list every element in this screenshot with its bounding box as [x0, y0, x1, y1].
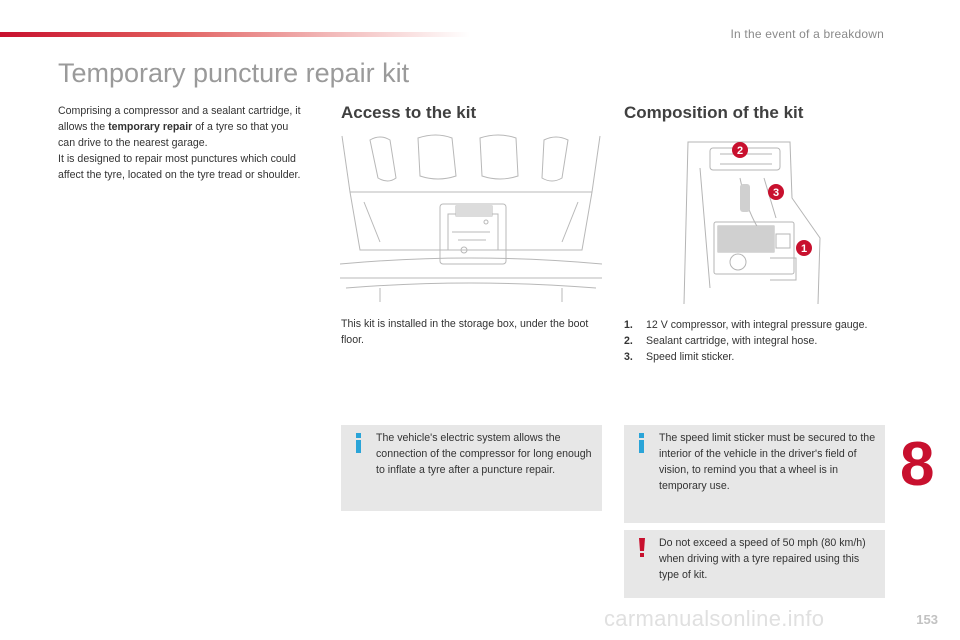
list-item-text: Sealant cartridge, with integral hose. [646, 335, 818, 347]
callout-3 [768, 184, 784, 200]
boot-storage-illustration [340, 132, 602, 302]
callout-1 [796, 240, 812, 256]
list-item-text: 12 V compressor, with integral pressure gauge. [646, 319, 868, 331]
warning-text: Do not exceed a speed of 50 mph (80 km/h) when driving with a tyre repaired using this type of kit. [659, 537, 866, 581]
chapter-number: 8 [900, 430, 935, 499]
callout-2-label: 2 [736, 145, 744, 157]
composition-info-box [624, 425, 885, 523]
access-info-text: The vehicle's electric system allows the connection of the compressor for long enough to inflate a tyre after a puncture repair. [376, 432, 592, 476]
header-accent-bar [0, 32, 470, 37]
warning-box [624, 530, 885, 598]
list-item [624, 349, 874, 365]
composition-section-title: Composition of the kit [624, 103, 804, 122]
callout-2 [732, 142, 748, 158]
list-item-number: 1. [624, 319, 633, 331]
page-title: Temporary puncture repair kit [58, 58, 410, 88]
access-text: This kit is installed in the storage box, under the boot floor. [341, 318, 589, 346]
list-item [624, 333, 874, 349]
composition-list [624, 317, 874, 365]
info-icon-glyph [353, 433, 365, 453]
access-section-title: Access to the kit [341, 103, 477, 122]
info-icon [353, 433, 365, 458]
callout-1-label: 1 [800, 243, 808, 255]
list-item-number: 2. [624, 335, 633, 347]
chapter-heading: In the event of a breakdown [730, 27, 884, 41]
intro-part1: Comprising a compressor and a sealant cartridge, it allows the [58, 105, 301, 133]
intro-bold: temporary repair [108, 121, 193, 133]
info-icon-glyph [636, 433, 648, 453]
intro-paragraph-2: It is designed to repair most punctures which could affect the tyre, located on the tyre tread or shoulder. [58, 153, 301, 181]
page-number: 153 [916, 612, 938, 627]
intro-text [58, 103, 306, 183]
kit-drawing [680, 138, 830, 306]
callout-3-label: 3 [772, 187, 780, 199]
composition-info-text: The speed limit sticker must be secured to the interior of the vehicle in the driver's field of vision, to remind you that a wheel is in temporary use. [659, 432, 876, 492]
intro-paragraph [58, 103, 306, 151]
access-info-box [341, 425, 602, 511]
boot-storage-drawing [340, 132, 602, 302]
warning-icon-glyph [636, 538, 648, 558]
list-item [624, 317, 874, 333]
list-item-text: Speed limit sticker. [646, 351, 735, 363]
intro-part2: of a tyre so that you can drive to the nearest garage. [58, 121, 289, 149]
list-item-number: 3. [624, 351, 633, 363]
watermark: carmanualsonline.info [604, 606, 825, 631]
warning-icon [636, 538, 648, 563]
info-icon [636, 433, 648, 458]
kit-illustration [680, 138, 830, 306]
